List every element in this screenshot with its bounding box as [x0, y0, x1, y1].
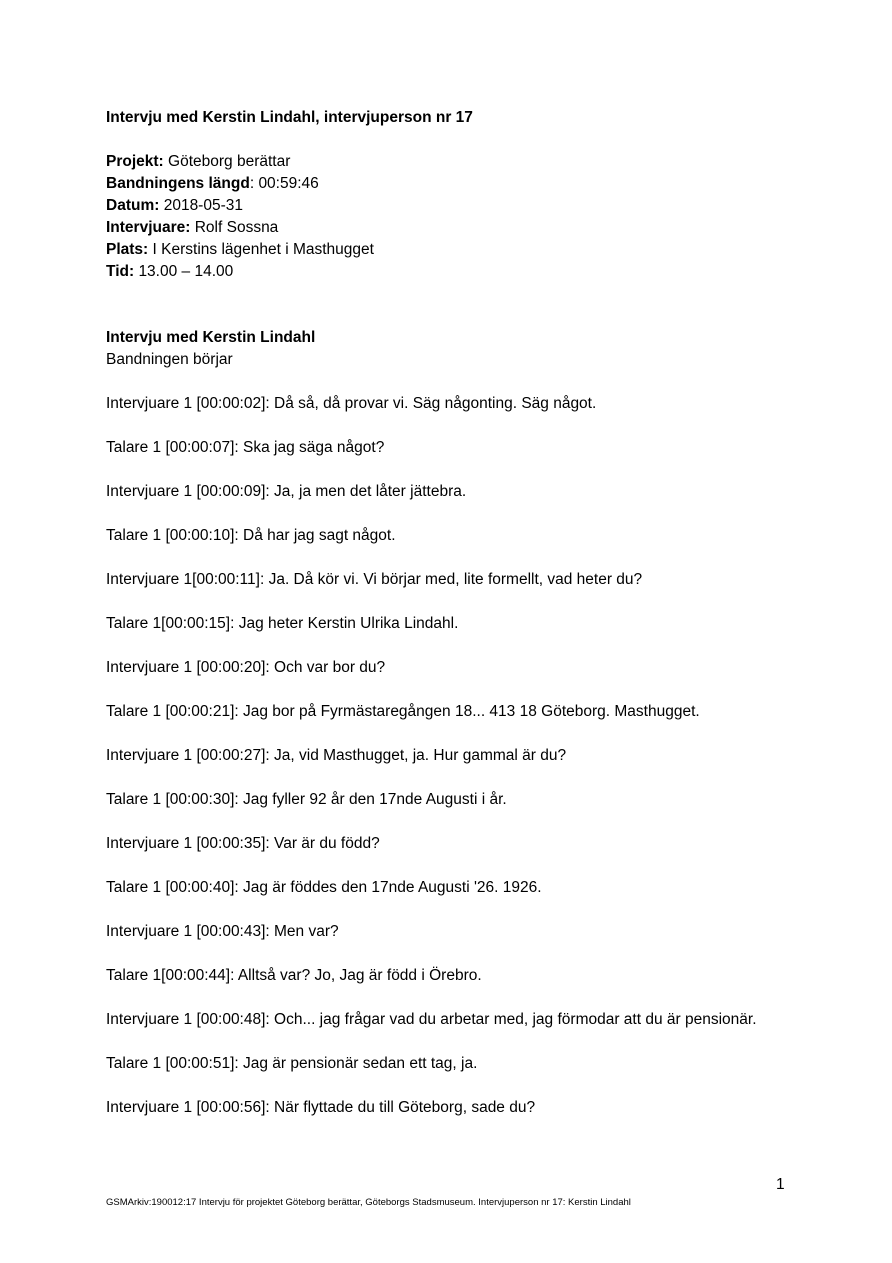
meta-key: Bandningens längd	[106, 175, 250, 192]
meta-key: Tid:	[106, 263, 135, 280]
transcript	[106, 393, 766, 1119]
meta-value: 2018-05-31	[163, 197, 243, 214]
transcript-turn: Intervjuare 1[00:00:11]: Ja. Då kör vi. Vi börjar med, lite formellt, vad heter du?	[106, 571, 643, 588]
meta-value: Göteborg berättar	[168, 153, 291, 170]
transcript-turn: Talare 1 [00:00:51]: Jag är pensionär sedan ett tag, ja.	[106, 1055, 478, 1072]
transcript-turn: Talare 1 [00:00:40]: Jag är föddes den 17nde Augusti '26. 1926.	[106, 879, 542, 896]
interview-section	[106, 327, 766, 371]
meta-interviewer	[106, 217, 766, 239]
transcript-turn: Intervjuare 1 [00:00:02]: Då så, då provar vi. Säg någonting. Säg något.	[106, 395, 597, 412]
document-title: Intervju med Kerstin Lindahl, intervjuperson nr 17	[106, 109, 473, 126]
meta-value: 13.00 – 14.00	[138, 263, 234, 280]
transcript-turn: Intervjuare 1 [00:00:35]: Var är du född?	[106, 835, 380, 852]
meta-key: Plats:	[106, 241, 149, 258]
document-body	[106, 107, 766, 1141]
meta-key: Intervjuare:	[106, 219, 191, 236]
meta-separator: :	[249, 175, 259, 192]
meta-project	[106, 151, 766, 173]
section-heading: Intervju med Kerstin Lindahl	[106, 329, 316, 346]
transcript-turn: Intervjuare 1 [00:00:56]: När flyttade du till Göteborg, sade du?	[106, 1099, 536, 1116]
page-number: 1	[776, 1176, 785, 1193]
meta-duration	[106, 173, 766, 195]
meta-key: Datum:	[106, 197, 160, 214]
transcript-turn: Intervjuare 1 [00:00:43]: Men var?	[106, 923, 339, 940]
meta-place	[106, 239, 766, 261]
meta-value: Rolf Sossna	[194, 219, 279, 236]
transcript-turn: Intervjuare 1 [00:00:48]: Och... jag frågar vad du arbetar med, jag förmodar att du är pensionär.	[106, 1011, 757, 1028]
section-subtitle: Bandningen börjar	[106, 351, 233, 368]
meta-value: 00:59:46	[258, 175, 319, 192]
meta-date	[106, 195, 766, 217]
transcript-turn: Intervjuare 1 [00:00:20]: Och var bor du?	[106, 659, 386, 676]
transcript-turn: Intervjuare 1 [00:00:09]: Ja, ja men det låter jättebra.	[106, 483, 467, 500]
metadata-block	[106, 151, 766, 283]
transcript-turn: Talare 1 [00:00:10]: Då har jag sagt något.	[106, 527, 396, 544]
transcript-turn: Talare 1[00:00:15]: Jag heter Kerstin Ulrika Lindahl.	[106, 615, 459, 632]
transcript-turn: Talare 1[00:00:44]: Alltså var? Jo, Jag är född i Örebro.	[106, 967, 482, 984]
meta-time	[106, 261, 766, 283]
transcript-turn: Talare 1 [00:00:30]: Jag fyller 92 år den 17nde Augusti i år.	[106, 791, 507, 808]
transcript-turn: Talare 1 [00:00:21]: Jag bor på Fyrmästaregången 18... 413 18 Göteborg. Masthugget.	[106, 703, 700, 720]
meta-value: I Kerstins lägenhet i Masthugget	[152, 241, 374, 258]
transcript-turn: Intervjuare 1 [00:00:27]: Ja, vid Masthugget, ja. Hur gammal är du?	[106, 747, 567, 764]
page-footer: GSMArkiv:190012:17 Intervju för projektet Göteborg berättar, Göteborgs Stadsmuseum. Intervjuperson nr 17: Kerstin Lindahl	[106, 1197, 631, 1208]
transcript-turn: Talare 1 [00:00:07]: Ska jag säga något?	[106, 439, 385, 456]
meta-key: Projekt:	[106, 153, 164, 170]
